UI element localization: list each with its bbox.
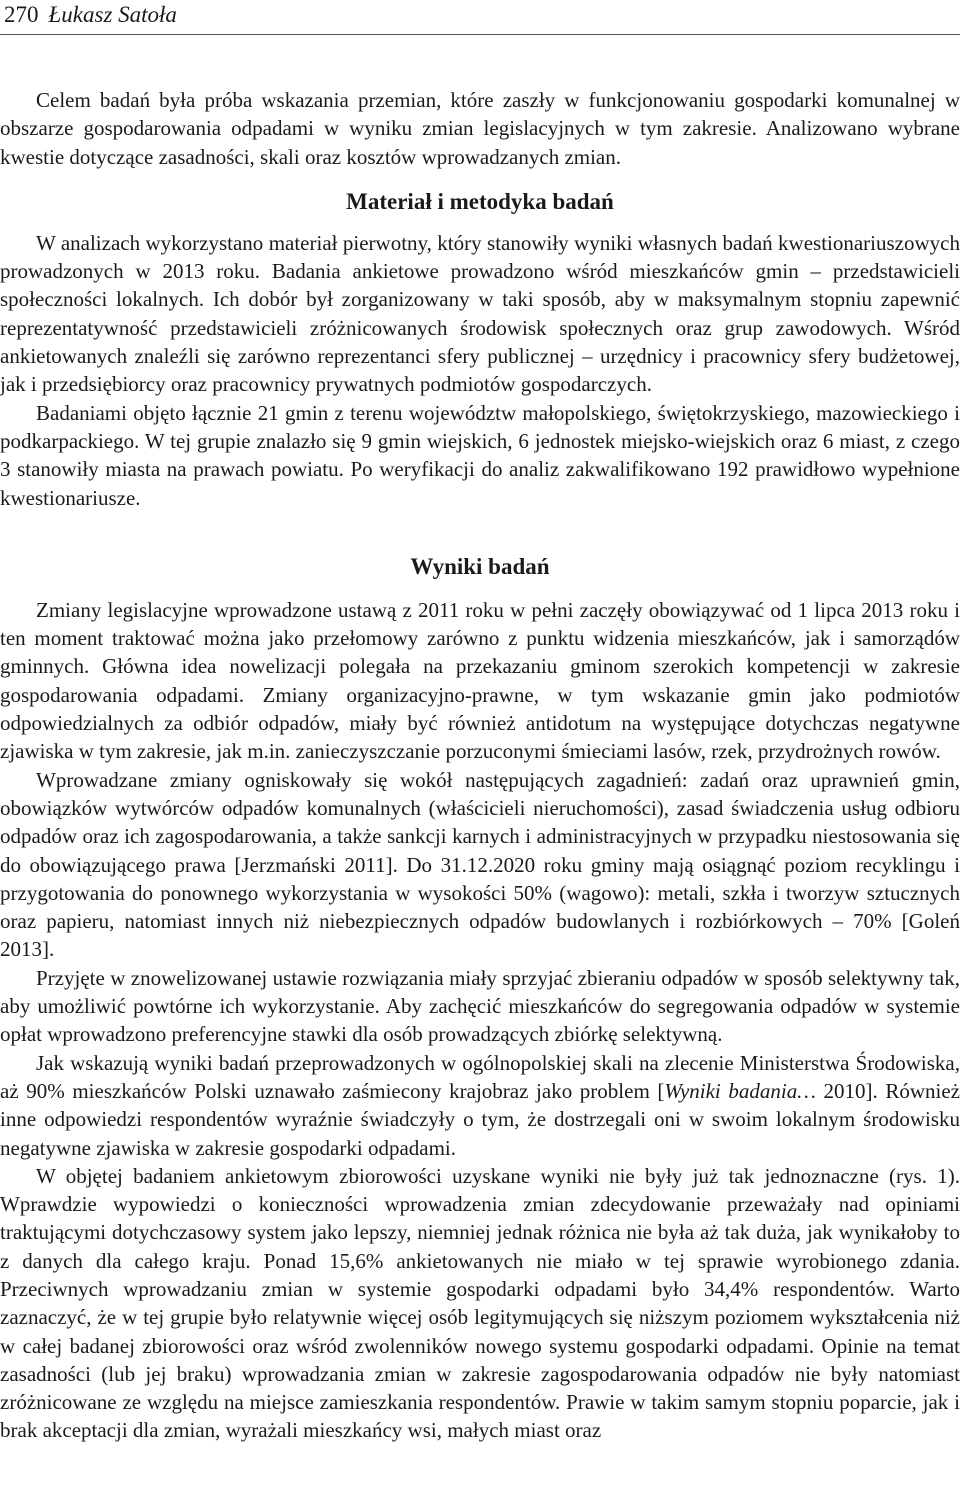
results-paragraph-4 (0, 1049, 960, 1162)
section-heading-results: Wyniki badań (410, 553, 550, 579)
results-paragraph-1: Zmiany legislacyjne wprowadzone ustawą z 2011 roku w pełni zaczęły obowiązywać od 1 lipca 2013 roku i ten moment traktować można jako przełomowy zarówno z punktu widzenia mieszkańców, jak i samorządów gminnych. Główna idea nowelizacji polegała na przekazaniu gminom szerokich kompetencji w zakresie gospodarowania odpadami. Zmiany organizacyjno-prawne, w tym wskazanie gmin jako podmiotów odpowiedzialnych za odbiór odpadów, miały być również antidotum na występujące dotychczas negatywne zjawiska w tym zakresie, jak m.in. zanieczyszczanie porzuconymi śmieciami lasów, rzek, przydrożnych rowów. (0, 597, 960, 764)
intro-paragraph: Celem badań była próba wskazania przemian, które zaszły w funkcjonowaniu gospodarki komunalnej w obszarze gospodarowania odpadami w wyniku zmian legislacyjnych w tym zakresie. Analizowano wybrane kwestie dotyczące zasadności, skali oraz kosztów wprowadzanych zmian. (0, 88, 960, 169)
results-paragraph-3: Przyjęte w znowelizowanej ustawie rozwiązania miały sprzyjać zbieraniu odpadów w sposób selektywny tak, aby umożliwić powtórne ich wykorzystanie. Aby zachęcić mieszkańców do segregowania odpadów w systemie opłat wprowadzono preferencyjne stawki dla osób prowadzących zbiórkę selektywną. (0, 965, 960, 1047)
running-author: Łukasz Satoła (48, 2, 177, 27)
article-body (0, 86, 960, 1445)
page-number: 270 (4, 2, 39, 27)
results-paragraph-2: Wprowadzane zmiany ogniskowały się wokół następujących zagadnień: zadań oraz uprawnień gmin, obowiązków wytwórców odpadów komunalnych (właścicieli nieruchomości), zasad świadczenia usług odbioru odpadów oraz ich zagospodarowania, a także sankcji karnych i administracyjnych w przypadku niestosowania się do obowiązującego prawa [Jerzmański 2011]. Do 31.12.2020 roku gminy mają osiągnąć poziom recyklingu i przygotowania do ponownego wykorzystania w wysokości 50% (wagowo): metali, szkła i tworzyw sztucznych oraz papieru, natomiast innych niż niebezpiecznych odpadów budowlanych i rozbiórkowych – 70% [Goleń 2013]. (0, 767, 960, 962)
method-paragraph-2: Badaniami objęto łącznie 21 gmin z terenu województw małopolskiego, świętokrzyskiego, mazowieckiego i podkarpackiego. W tej grupie znalazło się 9 gmin wiejskich, 6 jednostek miejsko-wiejskich oraz 6 miast, z czego 3 stanowiły miasta na prawach powiatu. Po weryfikacji do analiz zakwalifikowano 192 prawidłowo wypełnione kwestionariusze. (0, 400, 960, 510)
results-paragraph-5: W objętej badaniem ankietowym zbiorowości uzyskane wyniki nie były już tak jednoznaczne (rys. 1). Wprawdzie wypowiedzi o konieczności wprowadzenia zmian zdecydowanie przeważały nad opiniami traktującymi dotychczasowy system jako lepszy, niemniej jednak różnica nie była aż tak duża, jak wynikałoby to z danych dla całego kraju. Ponad 15,6% ankietowanych nie miało w tej sprawie wyrobionego zdania. Przeciwnych wprowadzaniu zmian w systemie gospodarki odpadami było 34,4% respondentów. Warto zaznaczyć, że w tej grupie było relatywnie więcej osób legitymujących się niższym poziomem wykształcenia niż w całej badanej zbiorowości oraz wśród zwolenników nowego systemu gospodarki odpadami. Opinie na temat zasadności (lub jej braku) wprowadzania zmian w zakresie zagospodarowania odpadów nie były natomiast zróżnicowane ze względu na miejsce zamieszkania respondentów. Prawie w takim samym stopniu poparcie, jak i brak akceptacji dla zmian, wyrażali mieszkańcy wsi, małych miast oraz (0, 1163, 960, 1443)
citation-wyniki-badania: Wyniki badania… (664, 1078, 816, 1103)
section-heading-method: Materiał i metodyka badań (346, 188, 614, 214)
running-header (4, 0, 177, 30)
results-paragraph-4-text-a: Jak wskazują wyniki badań przeprowadzonych w ogólnopolskiej skali na zlecenie Ministerstwa Środowiska, aż 90% mieszkańców Polski uznawało zaśmiecony krajobraz jako problem [ (0, 1050, 960, 1103)
header-rule (0, 34, 960, 35)
results-paragraph-4-text-b: 2010]. Również inne odpowiedzi respondentów wyraźnie świadczyły o tym, że dostrzegali oni w swoim lokalnym środowisku negatywne zjawiska w zakresie gospodarki odpadami. (0, 1078, 960, 1160)
method-paragraph-1: W analizach wykorzystano materiał pierwotny, który stanowiły wyniki własnych badań kwestionariuszowych prowadzonych w 2013 roku. Badania ankietowe prowadzono wśród mieszkańców gmin – przedstawicieli społeczności lokalnych. Ich dobór był zorganizowany w taki sposób, aby w maksymalnym stopniu zapewnić reprezentatywność przedstawicieli zróżnicowanych środowisk społecznych oraz grup zawodowych. Wśród ankietowanych znaleźli się zarówno reprezentanci sfery publicznej – urzędnicy i pracownicy sfery budżetowej, jak i przedsiębiorcy oraz pracownicy prywatnych podmiotów gospodarczych. (0, 230, 960, 397)
